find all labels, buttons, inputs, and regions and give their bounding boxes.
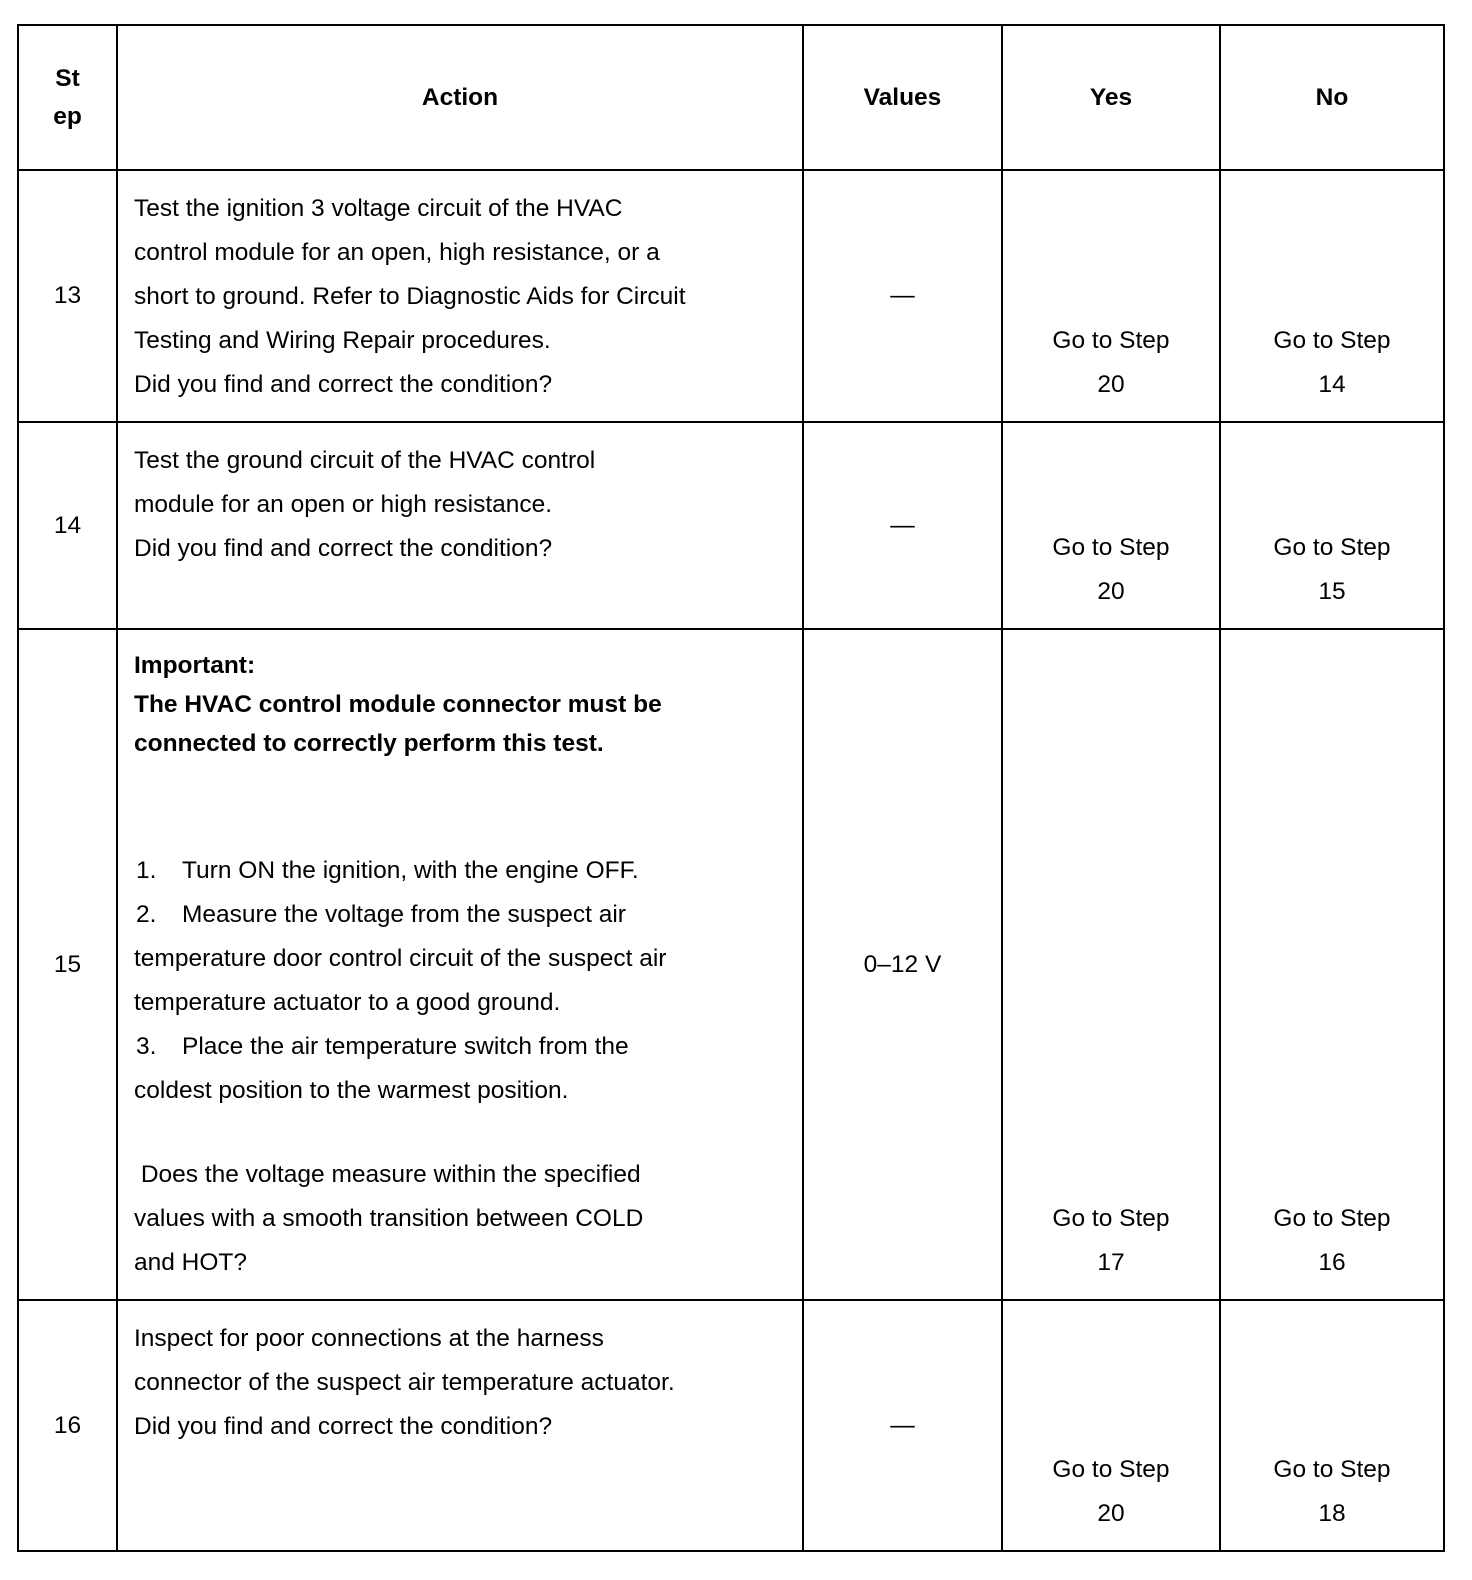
action-line: Testing and Wiring Repair procedures. <box>134 327 551 354</box>
value-cell: — <box>803 170 1002 422</box>
action-cell <box>117 422 803 629</box>
question-text: and HOT? <box>134 1249 248 1276</box>
no-cell: Go to Step 16 <box>1220 629 1444 1300</box>
list-item: 2. Measure the voltage from the suspect air temperature door control circuit of the suspect air temperature actuator to a good ground. <box>134 901 667 1016</box>
no-cell: Go to Step 14 <box>1220 170 1444 422</box>
important-text: connected to correctly perform this test. <box>134 730 604 757</box>
header-values: Values <box>803 25 1002 170</box>
yes-cell: Go to Step 20 <box>1002 170 1220 422</box>
action-line: short to ground. Refer to Diagnostic Aids for Circuit <box>134 283 686 310</box>
header-action: Action <box>117 25 803 170</box>
procedure-list <box>134 849 788 1113</box>
action-cell <box>117 170 803 422</box>
no-cell: Go to Step 15 <box>1220 422 1444 629</box>
header-yes: Yes <box>1002 25 1220 170</box>
action-line: module for an open or high resistance. <box>134 491 553 518</box>
value-cell: 0–12 V <box>803 629 1002 1300</box>
action-line: Did you find and correct the condition? <box>134 371 553 398</box>
action-line: Did you find and correct the condition? <box>134 535 553 562</box>
table-row <box>18 1300 1444 1551</box>
yes-cell: Go to Step 17 <box>1002 629 1220 1300</box>
action-line: Test the ground circuit of the HVAC control <box>134 447 596 474</box>
value-cell: — <box>803 1300 1002 1551</box>
action-line: Did you find and correct the condition? <box>134 1413 553 1440</box>
action-cell <box>117 1300 803 1551</box>
header-no: No <box>1220 25 1444 170</box>
list-item: 1. Turn ON the ignition, with the engine OFF. <box>136 857 639 884</box>
action-line: connector of the suspect air temperature actuator. <box>134 1369 675 1396</box>
step-number: 13 <box>18 170 117 422</box>
diagnostic-table <box>17 24 1445 1552</box>
list-item: 3. Place the air temperature switch from the coldest position to the warmest position. <box>134 1033 629 1104</box>
header-step: St ep <box>18 25 117 170</box>
question-text: values with a smooth transition between COLD <box>134 1205 644 1232</box>
step-number: 15 <box>18 629 117 1300</box>
yes-cell: Go to Step 20 <box>1002 422 1220 629</box>
value-cell: — <box>803 422 1002 629</box>
question-text: Does the voltage measure within the specified <box>140 1161 641 1188</box>
action-line: Inspect for poor connections at the harness <box>134 1325 604 1352</box>
table-row <box>18 422 1444 629</box>
yes-cell: Go to Step 20 <box>1002 1300 1220 1551</box>
action-cell <box>117 629 803 1300</box>
step-number: 14 <box>18 422 117 629</box>
action-line: Test the ignition 3 voltage circuit of the HVAC <box>134 195 623 222</box>
table-row <box>18 170 1444 422</box>
table-row <box>18 629 1444 1300</box>
header-row <box>18 25 1444 170</box>
no-cell: Go to Step 18 <box>1220 1300 1444 1551</box>
important-text: The HVAC control module connector must be <box>134 691 662 718</box>
action-line: control module for an open, high resistance, or a <box>134 239 660 266</box>
step-number: 16 <box>18 1300 117 1551</box>
important-label: Important: <box>134 652 256 679</box>
